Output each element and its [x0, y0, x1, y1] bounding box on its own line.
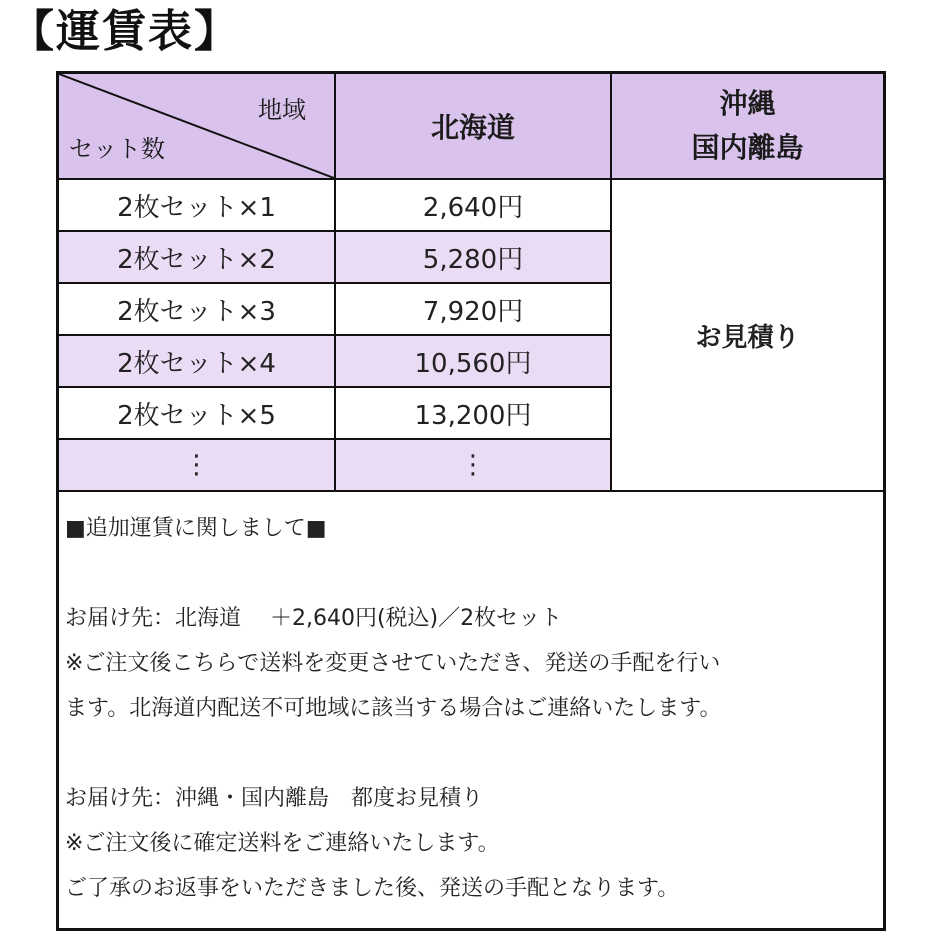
ellipsis-cell: ⋮ — [335, 439, 611, 491]
rate-table — [59, 74, 883, 492]
table-header-row — [59, 74, 883, 179]
remote-islands-label: 国内離島 — [691, 131, 804, 164]
additional-fee-notes — [65, 506, 875, 911]
blank-line — [65, 731, 875, 776]
set-count-label: セット数 — [69, 135, 165, 163]
page-title: 【運賃表】 — [10, 6, 240, 57]
okinawa-note-line: ※ご注文後に確定送料をご連絡いたします。 — [65, 831, 500, 856]
okinawa-estimate-cell: お見積り — [611, 179, 883, 491]
price-cell: 2,640円 — [335, 179, 611, 231]
column-header-okinawa — [611, 74, 883, 179]
price-cell: 5,280円 — [335, 231, 611, 283]
column-header-hokkaido: 北海道 — [335, 74, 611, 179]
okinawa-fee-line: お届け先：沖縄・国内離島 都度お見積り — [65, 786, 484, 811]
set-count-cell: 2枚セット×4 — [59, 335, 335, 387]
okinawa-note-line: ご了承のお返事をいただきました後、発送の手配となります。 — [65, 876, 680, 901]
okinawa-label: 沖縄 — [719, 87, 776, 120]
set-count-cell: 2枚セット×2 — [59, 231, 335, 283]
hokkaido-fee-line: お届け先：北海道 ＋2,640円(税込)／2枚セット — [65, 606, 563, 631]
hokkaido-note-line: ※ご注文後こちらで送料を変更させていただき、発送の手配を行い — [65, 651, 721, 676]
price-cell: 13,200円 — [335, 387, 611, 439]
set-count-cell: 2枚セット×3 — [59, 283, 335, 335]
diagonal-header-cell — [59, 74, 335, 179]
ellipsis-cell: ⋮ — [59, 439, 335, 491]
hokkaido-note-line: ます。北海道内配送不可地域に該当する場合はご連絡いたします。 — [65, 696, 722, 721]
table-row — [59, 179, 883, 231]
blank-line — [65, 551, 875, 596]
set-count-cell: 2枚セット×5 — [59, 387, 335, 439]
price-cell: 7,920円 — [335, 283, 611, 335]
rate-table-frame — [56, 71, 886, 931]
region-label: 地域 — [258, 96, 306, 124]
set-count-cell: 2枚セット×1 — [59, 179, 335, 231]
notes-heading: ■追加運賃に関しまして■ — [65, 516, 327, 541]
price-cell: 10,560円 — [335, 335, 611, 387]
